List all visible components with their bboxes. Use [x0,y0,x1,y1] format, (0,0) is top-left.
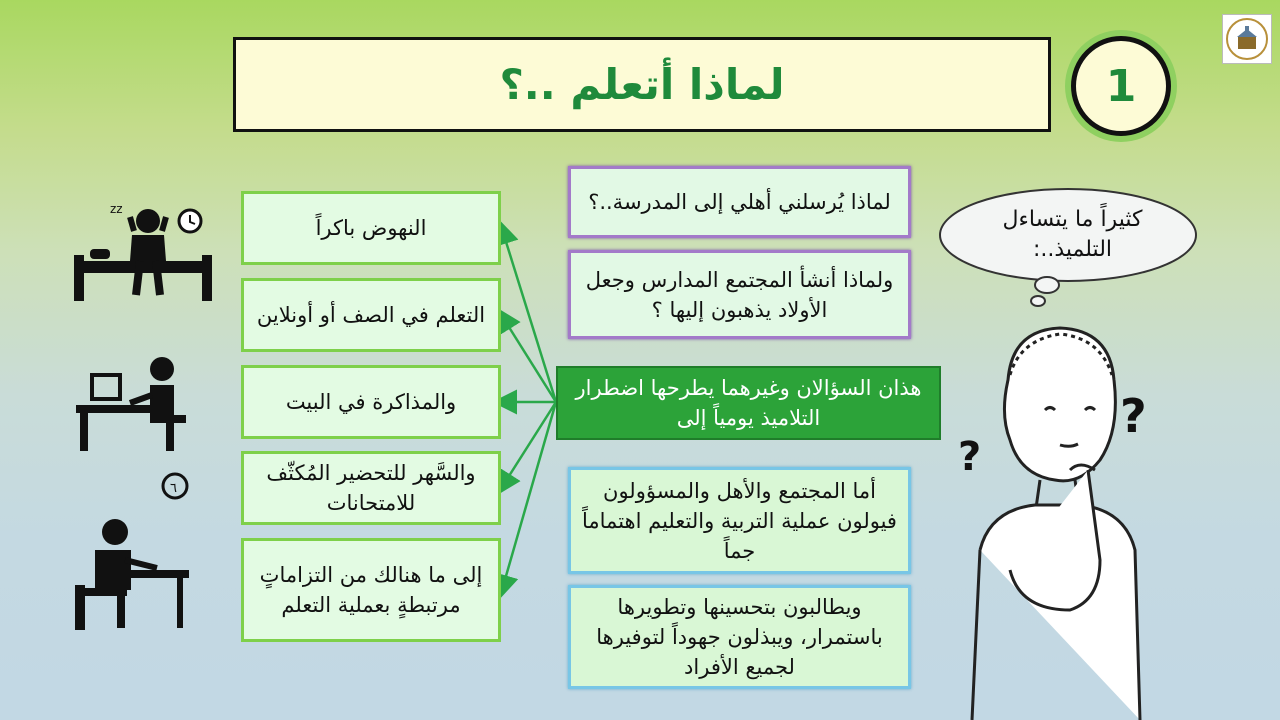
waking-up-icon [70,195,220,305]
svg-text:zz: zz [110,202,123,216]
reason-box [241,365,501,439]
question-text: لماذا يُرسلني أهلي إلى المدرسة..؟ [588,190,891,214]
svg-text:?: ? [958,434,982,480]
reason-text: النهوض باكراً [315,216,427,240]
reason-text: إلى ما هنالك من التزاماتٍ مرتبطةٍ بعملية التعلم [259,563,483,617]
question-text: ولماذا أنشأ المجتمع المدارس وجعل الأولاد يذهبون إليها ؟ [585,267,894,322]
laptop-study-icon [70,355,195,455]
question-box [568,250,911,339]
center-box [556,366,941,440]
reason-text: التعلم في الصف أو أونلاين [256,303,486,327]
thinking-boy-icon [950,320,1195,720]
reason-box [241,451,501,525]
writing-study-icon [65,470,205,635]
answer-box [568,467,911,574]
question-box [568,166,911,238]
answer-text: ويطالبون بتحسينها وتطويرها باستمرار، ويبذلون جهوداً لتوفيرها لجميع الأفراد [596,595,883,679]
answer-box [568,585,911,689]
answer-text: أما المجتمع والأهل والمسؤولون فيولون عملية التربية والتعليم اهتماماً جماً [582,478,897,563]
svg-text:?: ? [1120,389,1147,443]
reason-box [241,191,501,265]
svg-text:٦: ٦ [170,481,177,496]
page-title: لماذا أتعلم ..؟ [499,60,785,109]
thought-text: كثيراً ما يتساءل التلميذ..: [1002,207,1143,262]
reason-text: والسَّهر للتحضير المُكثّف للامتحانات [266,461,476,515]
slide-number: 1 [1071,36,1171,136]
reason-box [241,538,501,642]
center-text: هذان السؤالان وغيرهما يطرحها اضطرار التلاميذ يومياً إلى [575,376,922,430]
reason-text: والمذاكرة في البيت [285,390,457,414]
reason-box [241,278,501,352]
